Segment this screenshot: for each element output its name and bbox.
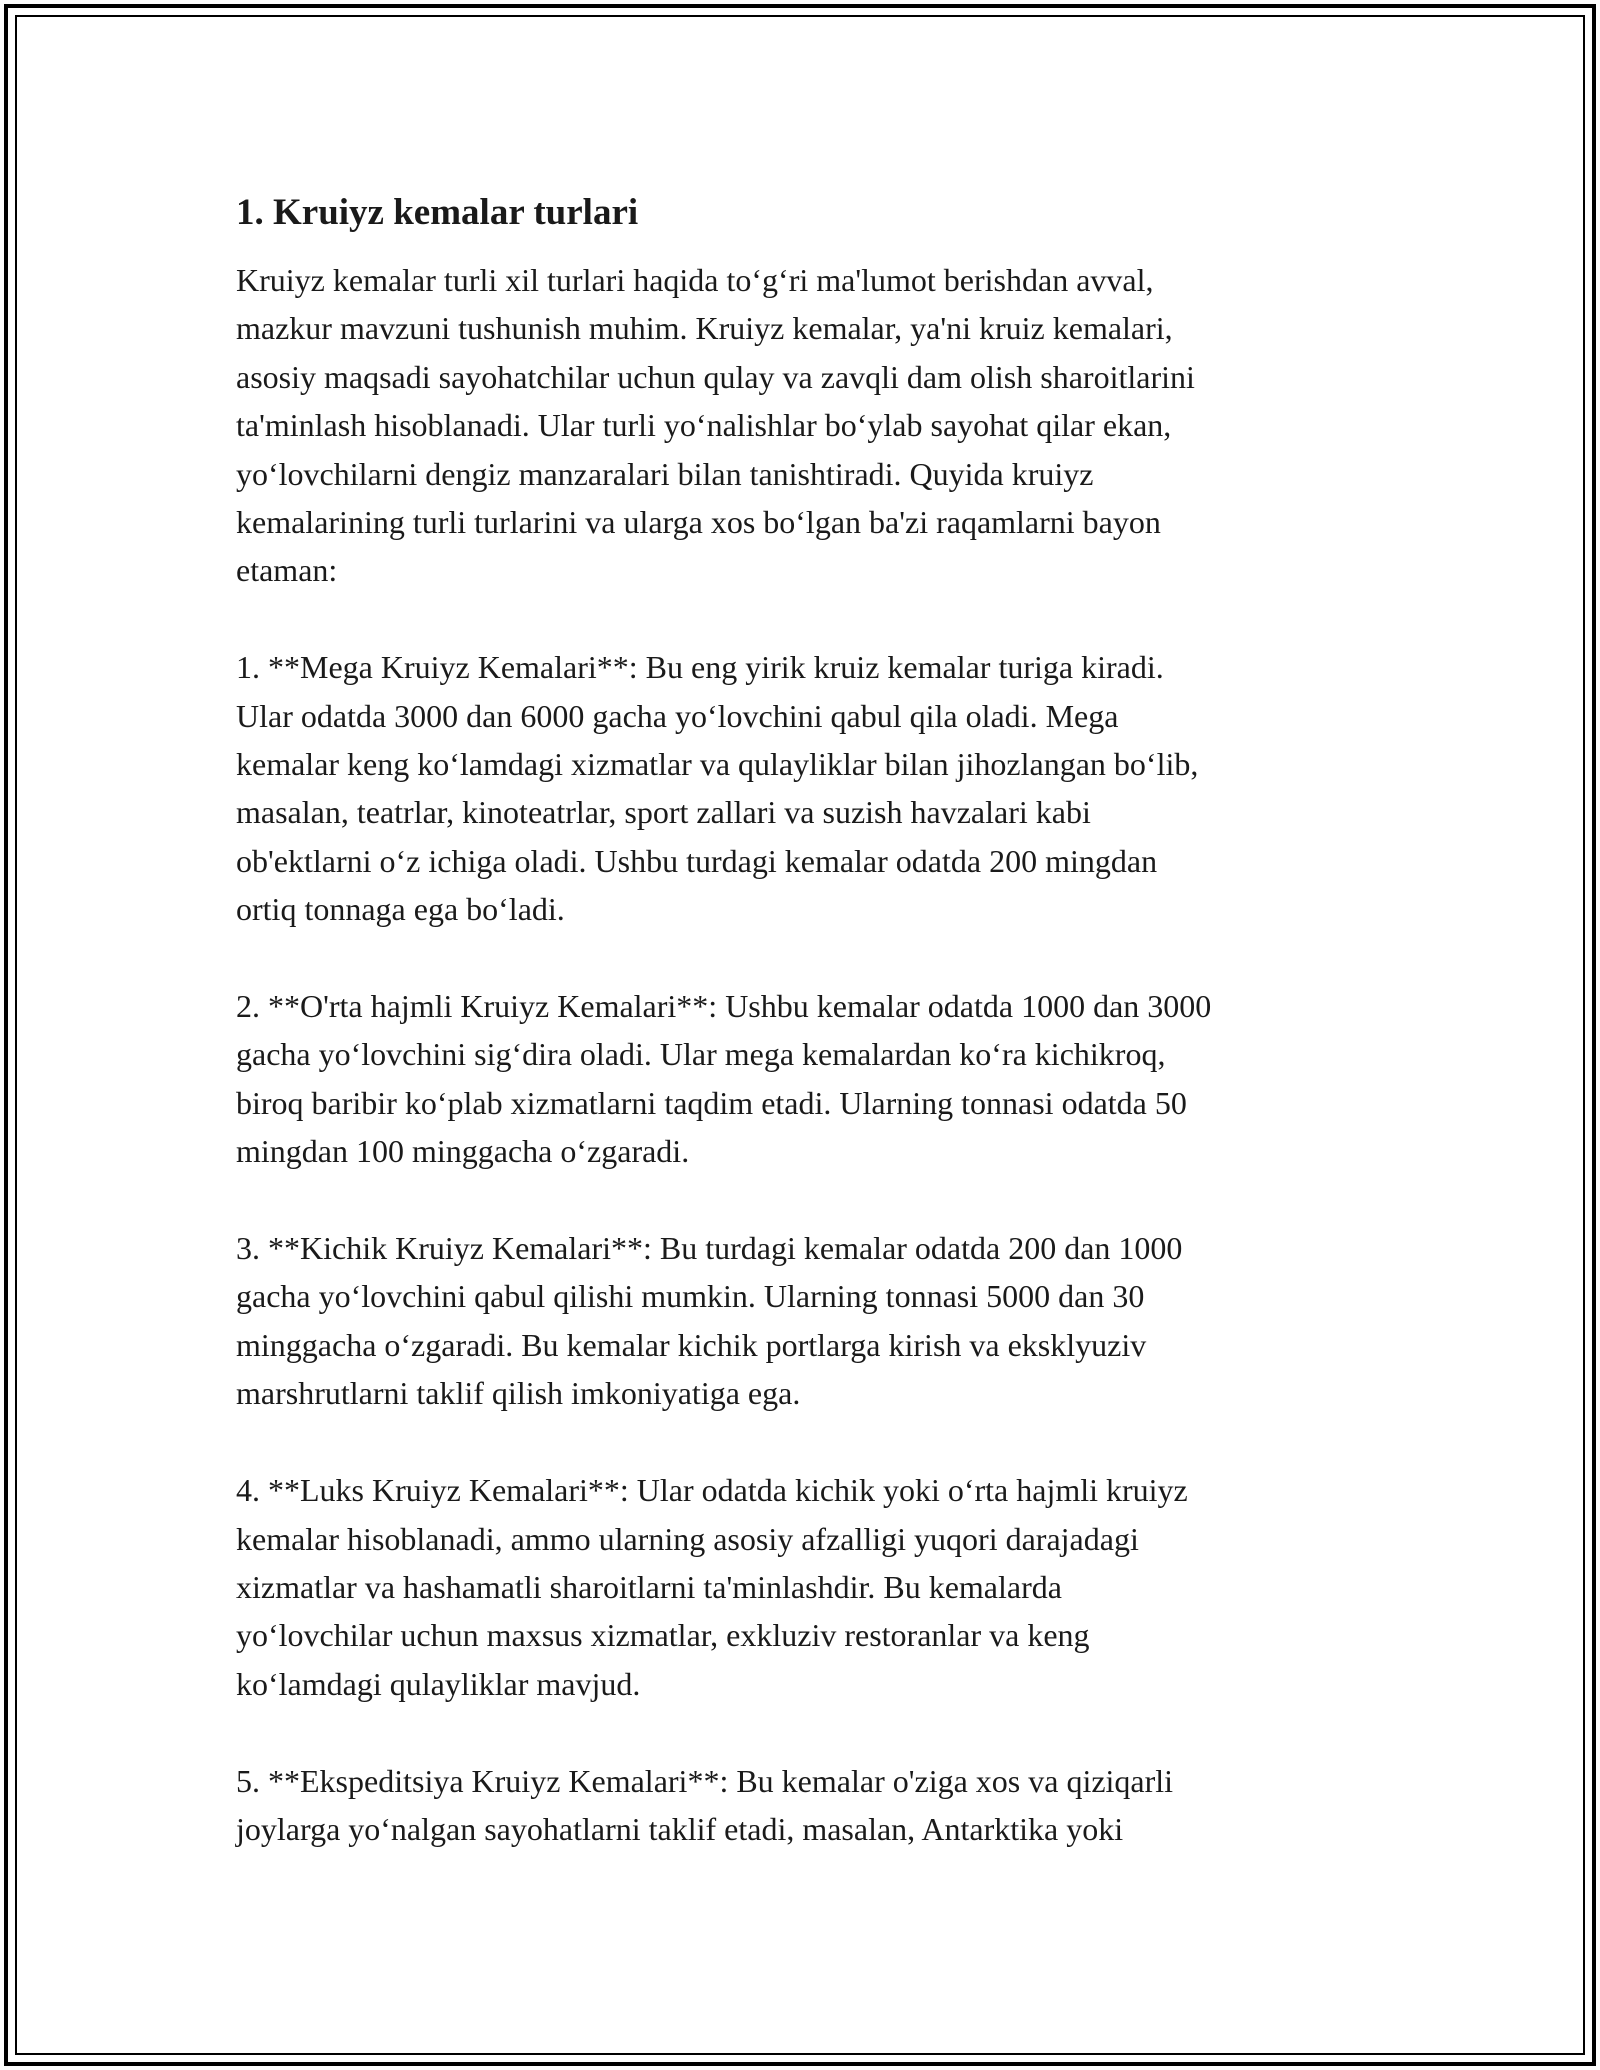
list-item-medium: 2. **O'rta hajmli Kruiyz Kemalari**: Ushbu kemalar odatda 1000 dan 3000 gacha yo‘lovchini sig‘dira oladi. Ular mega kemalardan ko‘ra kichikroq, biroq baribir ko‘plab xizmatlarni taqdim etadi. Ularning tonnasi odatda 50 mingdan 100 minggacha o‘zgaradi.: [236, 988, 1212, 1170]
section-heading: 1. Kruiyz kemalar turlari: [236, 192, 639, 233]
list-item-expedition: 5. **Ekspeditsiya Kruiyz Kemalari**: Bu kemalar o'ziga xos va qiziqarli joylarga yo‘nalgan sayohatlarni taklif etadi, masalan, Antarktika yoki: [236, 1762, 1174, 1847]
document-body: [236, 190, 1366, 1902]
list-item-small: 3. **Kichik Kruiyz Kemalari**: Bu turdagi kemalar odatda 200 dan 1000 gacha yo‘lovchini qabul qilishi mumkin. Ularning tonnasi 5000 dan 30 minggacha o‘zgaradi. Bu kemalar kichik portlarga kirish va eksklyuziv marshrutlarni taklif qilish imkoniyatiga ega.: [236, 1230, 1183, 1412]
list-item-mega: 1. **Mega Kruiyz Kemalari**: Bu eng yirik kruiz kemalar turiga kiradi. Ular odatda 3000 dan 6000 gacha yo‘lovchini qabul qila oladi. Mega kemalar keng ko‘lamdagi xizmatlar va qulayliklar bilan jihozlangan bo‘lib, masalan, teatrlar, kinoteatrlar, sport zallari va suzish havzalari kabi ob'ektlarni o‘z ichiga oladi. Ushbu turdagi kemalar odatda 200 mingdan ortiq tonnaga ega bo‘ladi.: [236, 649, 1199, 928]
list-item-luxury: 4. **Luks Kruiyz Kemalari**: Ular odatda kichik yoki o‘rta hajmli kruiyz kemalar hisoblanadi, ammo ularning asosiy afzalligi yuqori darajadagi xizmatlar va hashamatli sharoitlarni ta'minlashdir. Bu kemalarda yo‘lovchilar uchun maxsus xizmatlar, exkluziv restoranlar va keng ko‘lamdagi qulayliklar mavjud.: [236, 1472, 1188, 1702]
intro-paragraph: Kruiyz kemalar turli xil turlari haqida to‘g‘ri ma'lumot berishdan avval, mazkur mavzuni tushunish muhim. Kruiyz kemalar, ya'ni kruiz kemalari, asosiy maqsadi sayohatchilar uchun qulay va zavqli dam olish sharoitlarini ta'minlash hisoblanadi. Ular turli yo‘nalishlar bo‘ylab sayohat qilar ekan, yo‘lovchilarni dengiz manzaralari bilan tanishtiradi. Quyida kruiyz kemalarining turli turlarini va ularga xos bo‘lgan ba'zi raqamlarni bayon etaman:: [236, 262, 1195, 589]
